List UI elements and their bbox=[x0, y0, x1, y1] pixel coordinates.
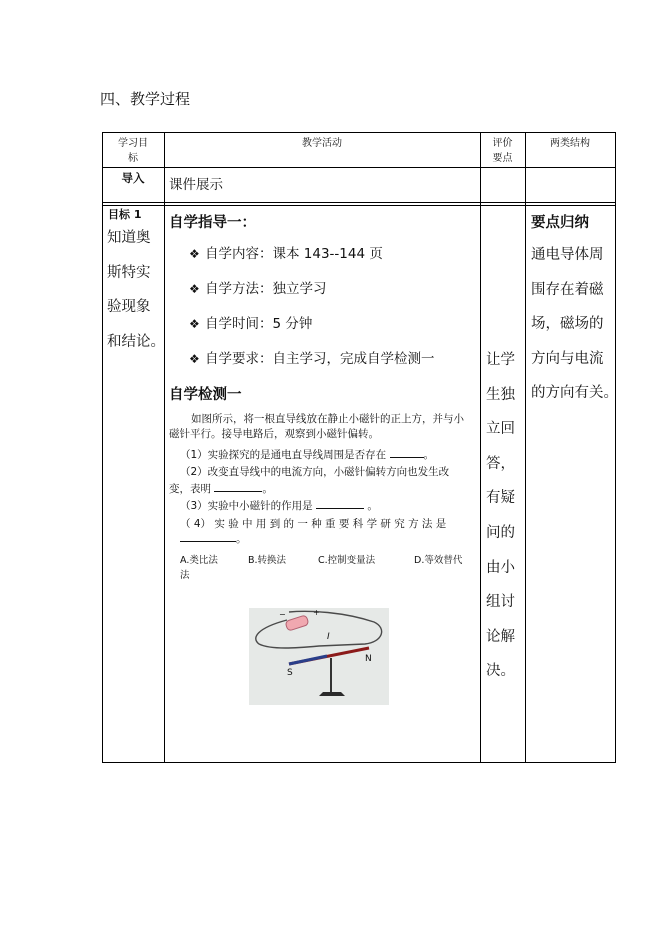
figure-current-label: I bbox=[327, 632, 330, 642]
figure-minus-label: − bbox=[279, 610, 286, 619]
evaluation-text: 让学 生独 立回 答， 有疑 问的 由小 组讨 论解 决。 bbox=[486, 352, 515, 680]
diamond-bullet-icon: ❖ bbox=[189, 317, 200, 331]
diamond-bullet-icon: ❖ bbox=[189, 352, 200, 366]
guide-title: 自学指导一： bbox=[169, 215, 256, 231]
check-title: 自学检测一 bbox=[169, 387, 242, 403]
structure-text: 通电导体周 围存在着磁 场，磁场的 方向与电流 的方向有关。 bbox=[531, 247, 618, 402]
answer-blank[interactable] bbox=[316, 499, 364, 509]
figure-plus-label: + bbox=[313, 608, 320, 617]
structure-title: 要点归纳 bbox=[531, 215, 589, 231]
header-activity: 教学活动 bbox=[302, 138, 342, 149]
figure-south-label: S bbox=[287, 668, 293, 678]
diamond-bullet-icon: ❖ bbox=[189, 247, 200, 261]
question-1: （1）实验探究的是通电直导线周围是否存在 。 bbox=[180, 449, 435, 461]
answer-blank[interactable] bbox=[390, 448, 424, 458]
question-2-cont: 变，表明 。 bbox=[169, 483, 273, 495]
option-a: A.类比法 bbox=[180, 555, 218, 566]
intro-activity: 课件展示 bbox=[169, 177, 223, 193]
answer-blank[interactable] bbox=[214, 482, 262, 492]
guide-item: ❖ 自学方法：独立学习 bbox=[189, 281, 327, 297]
guide-item: ❖ 自学要求：自主学习，完成自学检测一 bbox=[189, 351, 435, 367]
answer-blank[interactable] bbox=[180, 532, 236, 542]
section-title: 四、教学过程 bbox=[100, 90, 191, 108]
guide-item: ❖ 自学时间：5 分钟 bbox=[189, 316, 313, 332]
check-intro: 如图所示，将一根直导线放在静止小磁针的正上方，并与小磁针平行。接导电路后，观察到小磁针偏转。 bbox=[169, 413, 464, 440]
option-d-tail: 法 bbox=[180, 570, 190, 581]
goal-text: 知道奥 斯特实 验现象 和结论。 bbox=[107, 230, 165, 350]
question-2: （2）改变直导线中的电流方向，小磁针偏转方向也发生改 bbox=[180, 466, 450, 478]
guide-item: ❖ 自学内容：课本 143--144 页 bbox=[189, 246, 383, 262]
question-3: （3）实验中小磁针的作用是 。 bbox=[180, 500, 378, 512]
intro-label: 导入 bbox=[121, 171, 145, 185]
option-c: C.控制变量法 bbox=[318, 555, 376, 566]
oersted-experiment-image bbox=[249, 608, 389, 705]
question-4: （ 4） 实 验 中 用 到 的 一 种 重 要 科 学 研 究 方 法 是 bbox=[180, 518, 447, 530]
option-b: B.转换法 bbox=[248, 555, 287, 566]
header-goal: 学习目 标 bbox=[118, 138, 148, 164]
question-4-cont: 。 bbox=[180, 532, 247, 547]
goal-label: 目标 1 bbox=[108, 208, 142, 221]
header-structure: 两类结构 bbox=[550, 138, 590, 149]
figure-north-label: N bbox=[365, 654, 372, 664]
header-evaluation: 评价 要点 bbox=[492, 138, 513, 164]
option-d: D.等效替代 bbox=[414, 555, 463, 566]
diamond-bullet-icon: ❖ bbox=[189, 282, 200, 296]
